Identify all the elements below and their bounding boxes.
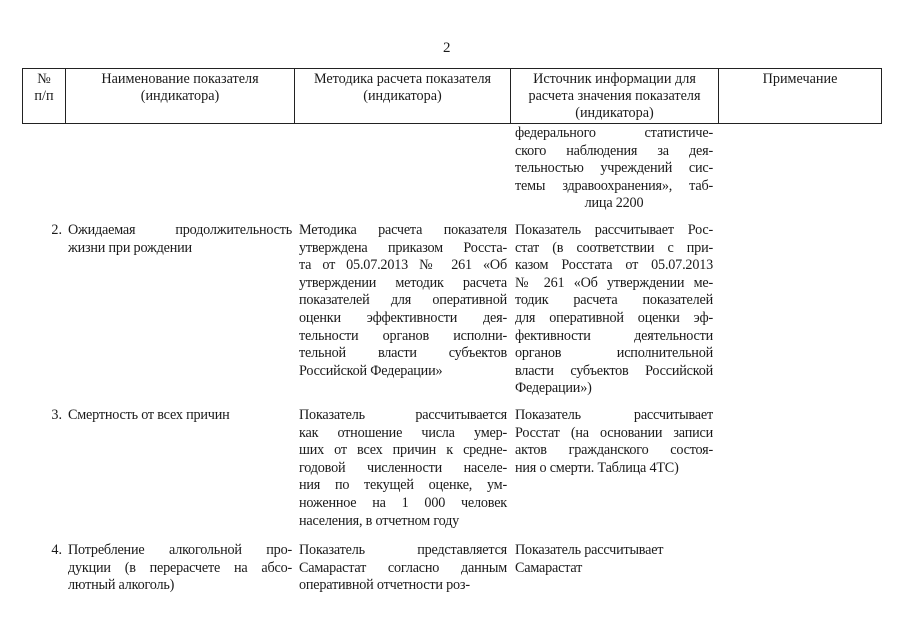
- text-line: Самарастат согласно данным: [299, 559, 507, 576]
- header-name-line: (индикатора): [140, 88, 220, 104]
- header-method: [295, 71, 510, 105]
- continuation-source: [515, 125, 713, 213]
- header-method-line: (индикатора): [363, 88, 442, 104]
- row-2-source: [515, 222, 713, 398]
- row-3-name: [68, 407, 292, 425]
- text-line: Показатель рассчитывает: [515, 542, 664, 558]
- text-line: ния по текущей оценке, ум-: [299, 477, 507, 494]
- text-line: стат (в соответствии с при-: [515, 239, 713, 256]
- text-line: ского наблюдения за дея-: [515, 142, 713, 159]
- text-line: Ожидаемая продолжительность: [68, 222, 292, 238]
- row-3-method: [299, 407, 507, 530]
- row-3-num: 3.: [51, 407, 62, 423]
- text-line: дукции (в перерасчете на абсо-: [68, 559, 292, 576]
- text-line: утверждена приказом Росста-: [299, 239, 507, 256]
- row-4-num: 4.: [51, 542, 62, 558]
- header-num-line: №: [37, 71, 51, 87]
- text-line: Методика расчета показателя: [299, 222, 507, 238]
- text-line: населения, в отчетном году: [299, 512, 460, 529]
- text-line: № 261 «Об утверждении ме-: [515, 274, 713, 291]
- text-line: Федерации»): [515, 380, 592, 397]
- text-line: показателей для оперативной: [299, 292, 507, 309]
- text-line: органов исполнительной: [515, 345, 713, 362]
- text-line: годовой численности населе-: [299, 459, 507, 476]
- header-num: [22, 71, 66, 105]
- header-name: [66, 71, 294, 105]
- row-4-name: [68, 542, 292, 595]
- page-number: 2: [443, 40, 451, 56]
- row-2-method: [299, 222, 507, 380]
- text-line: ноженное на 1 000 человек: [299, 494, 507, 511]
- text-line: жизни при рождении: [68, 239, 192, 256]
- header-note-line: Примечание: [762, 71, 838, 87]
- text-line: ния о смерти. Таблица 4ТС): [515, 459, 679, 476]
- row-4-method: [299, 542, 507, 595]
- text-line: оценки эффективности дея-: [299, 309, 507, 326]
- text-line: Самарастат: [515, 559, 583, 576]
- text-line: как отношение числа умер-: [299, 424, 507, 441]
- text-line: Российской Федерации»: [299, 362, 443, 379]
- text-line: тельности органов исполни-: [299, 327, 507, 344]
- text-line: тельностью учреждений сис-: [515, 160, 713, 177]
- header-method-line: Методика расчета показателя: [313, 71, 492, 87]
- text-line: Показатель рассчитывает: [515, 407, 713, 423]
- text-line: ших от всех причин к средне-: [299, 442, 507, 459]
- header-name-line: Наименование показателя: [101, 71, 259, 87]
- text-line: актов гражданского состоя-: [515, 442, 713, 459]
- col-border-5: [881, 68, 882, 124]
- header-note: [719, 71, 881, 88]
- text-line: оперативной отчетности роз-: [299, 577, 470, 594]
- text-line: Показатель представляется: [299, 542, 507, 558]
- row-2-num: 2.: [51, 222, 62, 238]
- text-line: тодик расчета показателей: [515, 292, 713, 309]
- text-line: для оперативной оценки эф-: [515, 309, 713, 326]
- text-line: утверждении методик расчета: [299, 274, 507, 291]
- row-2-name: [68, 222, 292, 257]
- text-line: Потребление алкогольной про-: [68, 542, 292, 558]
- text-line: Показатель рассчитывает Рос-: [515, 222, 713, 238]
- header-source-line: Источник информации для: [533, 71, 696, 87]
- text-line: фективности деятельности: [515, 327, 713, 344]
- text-line: Смертность от всех причин: [68, 407, 230, 423]
- row-4-source: [515, 542, 713, 577]
- text-line: лица 2200: [584, 195, 644, 212]
- text-line: темы здравоохранения», таб-: [515, 177, 713, 194]
- header-source-line: (индикатора): [575, 105, 654, 121]
- text-line: Показатель рассчитывается: [299, 407, 507, 423]
- header-source-line: расчета значения показателя: [528, 88, 701, 104]
- text-line: Росстат (на основании записи: [515, 424, 713, 441]
- text-line: казом Росстата от 05.07.2013: [515, 257, 713, 274]
- header-num-line: п/п: [34, 88, 54, 104]
- text-line: тельной власти субъектов: [299, 345, 507, 362]
- row-3-source: [515, 407, 713, 477]
- header-top-border: [22, 68, 882, 69]
- header-source: [511, 71, 718, 122]
- text-line: федерального статистиче-: [515, 125, 713, 141]
- text-line: власти субъектов Российской: [515, 362, 713, 379]
- header-bottom-border: [22, 123, 882, 124]
- text-line: лютный алкоголь): [68, 577, 175, 594]
- text-line: та от 05.07.2013 № 261 «Об: [299, 257, 507, 274]
